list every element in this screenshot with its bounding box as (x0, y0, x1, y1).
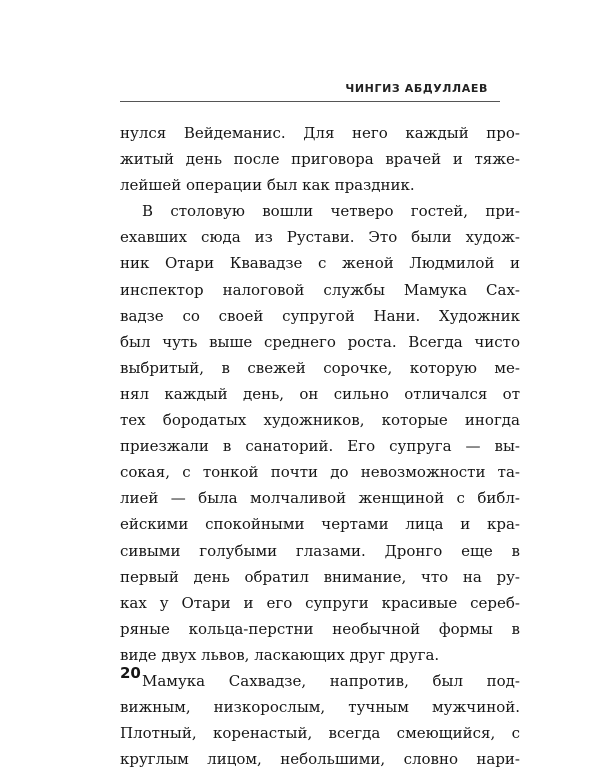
text-line: вадзе со своей супругой Нани. Художник (120, 306, 520, 325)
text-line: сивыми голубыми глазами. Дронго еще в (120, 541, 520, 560)
text-line: Мамука Сахвадзе, напротив, был под- (142, 671, 520, 690)
text-line: круглым лицом, небольшими, словно нари- (120, 750, 520, 769)
text-line: нял каждый день, он сильно отличался от (120, 384, 520, 403)
page-number: 20 (120, 664, 141, 682)
text-line: выбритый, в свежей сорочке, которую ме- (120, 358, 520, 377)
running-head: ЧИНГИЗ АБДУЛЛАЕВ (345, 82, 488, 95)
text-line: житый день после приговора врачей и тяже- (120, 150, 520, 169)
text-line: виде двух львов, ласкающих друг друга. (120, 645, 440, 664)
text-line: В столовую вошли четверо гостей, при- (142, 202, 520, 221)
text-line: был чуть выше среднего роста. Всегда чисто (120, 332, 520, 351)
text-line: Плотный, коренастый, всегда смеющийся, с (120, 724, 520, 743)
text-line: ник Отари Квавадзе с женой Людмилой и (120, 254, 520, 273)
text-line: сокая, с тонкой почти до невозможности та- (120, 463, 520, 482)
text-line: лейшей операции был как праздник. (120, 176, 415, 195)
header-rule (120, 101, 500, 102)
text-line: ряные кольца-перстни необычной формы в (120, 619, 520, 638)
text-line: нулся Вейдеманис. Для него каждый про- (120, 124, 520, 142)
text-line: ках у Отари и его супруги красивые сереб- (120, 593, 520, 612)
text-line: вижным, низкорослым, тучным мужчиной. (120, 698, 520, 717)
text-line: лией — была молчаливой женщиной с библ- (120, 489, 520, 508)
body-text (120, 120, 520, 772)
text-line: инспектор налоговой службы Мамука Сах- (120, 280, 520, 299)
text-line: первый день обратил внимание, что на ру- (120, 567, 520, 586)
text-line: приезжали в санаторий. Его супруга — вы- (120, 437, 520, 456)
text-line: тех бородатых художников, которые иногда (120, 411, 520, 430)
text-line: ехавших сюда из Рустави. Это были худож- (120, 228, 520, 247)
text-line: ейскими спокойными чертами лица и кра- (120, 515, 520, 534)
